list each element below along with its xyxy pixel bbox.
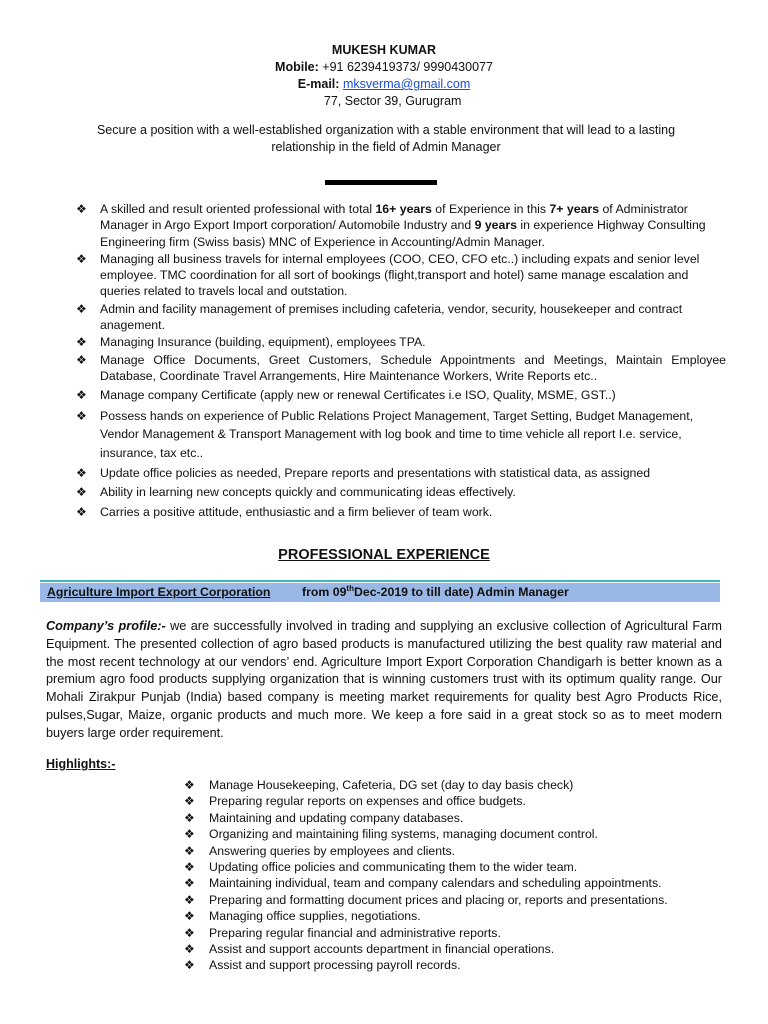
diamond-bullet-icon: ❖ xyxy=(184,909,195,924)
summary-text: in experience Highway Consulting Engineering firm (Swiss basis) MNC of Experience in Accounting/Admin Manager. xyxy=(100,218,706,249)
summary-text: of Administrator Manager in Argo Export Import corporation/ Automobile Industry and xyxy=(100,202,688,233)
diamond-bullet-icon: ❖ xyxy=(76,466,87,481)
summary-text: Admin and facility management of premises including cafeteria, vendor, security, housekeeper and contract anagement. xyxy=(100,301,683,333)
highlight-text: Manage Housekeeping, Cafeteria, DG set (day to day basis check) xyxy=(209,778,574,792)
company-profile-text: we are successfully involved in trading and supplying an exclusive collection of Agricultural Farm Equipment. The presented collection of agro based products is manufactured utilizing the best quality raw material and the most recent technology at our vendors’ end. Agriculture Import Export Corporation Chandigarh is better known as a premium agro food products supplying organization that is winning customers trust with its optimum quality range. Our Mohali Zirakpur Punjab (India) based company is meeting market requirements for quality best Agro Products Rice, pulses,Sugar, Maize, organic products and much more. We keep a fore said in a great stock so as to meet modern buyers large order requirement. xyxy=(46,619,722,740)
summary-item xyxy=(76,334,726,350)
summary-text: of Experience in this xyxy=(431,202,550,216)
summary-text: Manage Office Documents, Greet Customers, Schedule Appointments and Meetings, Maintain Employee Database, Coordinate Travel Arrangements, Hire Maintenance Workers, Write Reports etc.. xyxy=(100,352,726,383)
highlight-item xyxy=(184,957,724,973)
summary-item xyxy=(76,387,726,403)
summary-emphasis: 7+ years xyxy=(549,202,600,216)
highlight-text: Answering queries by employees and clients. xyxy=(209,843,456,858)
summary-item xyxy=(76,407,726,463)
diamond-bullet-icon: ❖ xyxy=(184,827,195,842)
summary-text: Manage company Certificate (apply new or renewal Certificates i.e ISO, Quality, MSME, GST..) xyxy=(100,388,616,403)
summary-text: Managing all business travels for internal employees (COO, CEO, CFO etc..) including expats and senior level employee. TMC coordination for all sort of bookings (flight,transport and hotel) same manage escalation and queries related to travels local and outstation. xyxy=(100,251,700,299)
summary-emphasis: 16+ years xyxy=(375,202,432,216)
summary-text: Managing Insurance (building, equipment), employees TPA. xyxy=(100,335,426,350)
diamond-bullet-icon: ❖ xyxy=(76,408,87,423)
diamond-bullet-icon: ❖ xyxy=(184,925,195,940)
diamond-bullet-icon: ❖ xyxy=(184,876,195,891)
company-name: Agriculture Import Export Corporation xyxy=(47,585,271,599)
diamond-bullet-icon: ❖ xyxy=(76,388,87,403)
diamond-bullet-icon: ❖ xyxy=(184,958,195,973)
diamond-bullet-icon: ❖ xyxy=(76,504,87,519)
diamond-bullet-icon: ❖ xyxy=(184,860,195,875)
highlight-text: Assist and support processing payroll records. xyxy=(209,958,461,973)
highlight-item xyxy=(184,875,724,891)
summary-item xyxy=(76,301,726,334)
section-divider xyxy=(325,180,437,185)
section-title xyxy=(0,547,768,563)
mobile-number: +91 6239419373/ 9990430077 xyxy=(318,60,493,74)
mobile-line xyxy=(0,59,768,76)
job-dates-role xyxy=(302,583,569,602)
summary-text: Possess hands on experience of Public Relations Project Management, Target Setting, Budget Management, Vendor Management & Transport Management with log book and time to time vehicle all report I.e. service, insurance, tax etc.. xyxy=(100,408,694,460)
highlight-item xyxy=(184,941,724,957)
dates-prefix: from 09 xyxy=(302,585,347,599)
address: 77, Sector 39, Gurugram xyxy=(323,94,462,108)
job-heading-band xyxy=(40,583,720,602)
diamond-bullet-icon: ❖ xyxy=(76,202,87,216)
company-profile-label: Company’s profile:- xyxy=(46,619,166,633)
highlight-text: Preparing regular reports on expenses and office budgets. xyxy=(209,794,526,809)
highlight-item xyxy=(184,859,724,875)
summary-text: A skilled and result oriented professional with total xyxy=(100,202,376,216)
summary-text: Carries a positive attitude, enthusiastic and a firm believer of team work. xyxy=(100,504,493,519)
diamond-bullet-icon: ❖ xyxy=(76,301,87,316)
summary-item xyxy=(76,201,726,250)
summary-item xyxy=(76,484,726,500)
diamond-bullet-icon: ❖ xyxy=(76,352,87,367)
summary-text: Update office policies as needed, Prepare reports and presentations with statistical data, as assigned xyxy=(100,466,651,481)
summary-emphasis: 9 years xyxy=(474,218,517,233)
highlights-heading: Highlights:- xyxy=(46,757,116,771)
summary-item xyxy=(76,504,726,520)
highlight-item xyxy=(184,892,724,908)
diamond-bullet-icon: ❖ xyxy=(76,251,87,266)
highlight-item xyxy=(184,843,724,859)
summary-item xyxy=(76,352,726,385)
highlight-text: Organizing and maintaining filing systems, managing document control. xyxy=(209,827,598,842)
highlight-item xyxy=(184,793,724,809)
summary-item xyxy=(76,251,726,300)
mobile-label: Mobile: xyxy=(275,60,319,74)
highlight-item xyxy=(184,908,724,924)
highlight-item xyxy=(184,826,724,842)
summary-text: Ability in learning new concepts quickly and communicating ideas effectively. xyxy=(100,485,516,500)
contact-header xyxy=(0,42,768,110)
band-accent-line xyxy=(40,580,720,582)
email-link[interactable]: mksverma@gmail.com xyxy=(342,77,471,91)
diamond-bullet-icon: ❖ xyxy=(76,335,87,350)
summary-item xyxy=(76,465,726,481)
diamond-bullet-icon: ❖ xyxy=(184,810,195,825)
highlight-text: Preparing and formatting document prices and placing or, reports and presentations. xyxy=(209,892,668,907)
diamond-bullet-icon: ❖ xyxy=(184,794,195,809)
highlights-list xyxy=(184,777,724,974)
highlight-item xyxy=(184,777,724,793)
company-profile xyxy=(46,618,722,743)
professional-experience-heading: PROFESSIONAL EXPERIENCE xyxy=(278,547,490,563)
diamond-bullet-icon: ❖ xyxy=(184,843,195,858)
email-line xyxy=(0,76,768,93)
highlight-text: Maintaining and updating company databases. xyxy=(209,810,464,825)
address-line xyxy=(0,93,768,110)
diamond-bullet-icon: ❖ xyxy=(76,485,87,500)
diamond-bullet-icon: ❖ xyxy=(184,892,195,907)
highlight-item xyxy=(184,925,724,941)
highlight-text: Managing office supplies, negotiations. xyxy=(209,909,421,924)
highlight-text: Updating office policies and communicating them to the wider team. xyxy=(209,860,578,875)
dates-suffix: Dec-2019 to till date) Admin Manager xyxy=(353,585,569,599)
diamond-bullet-icon: ❖ xyxy=(184,778,195,792)
profile-summary-list xyxy=(76,201,726,520)
diamond-bullet-icon: ❖ xyxy=(184,942,195,957)
dates-ordinal: th xyxy=(346,583,354,593)
candidate-name: MUKESH KUMAR xyxy=(331,43,437,57)
highlight-text: Assist and support accounts department in financial operations. xyxy=(209,942,555,957)
highlight-item xyxy=(184,810,724,826)
career-objective: Secure a position with a well-established organization with a stable environment that will lead to a lasting relationship in the field of Admin Manager xyxy=(96,123,676,154)
highlight-text: Preparing regular financial and administrative reports. xyxy=(209,925,501,940)
email-label: E-mail: xyxy=(297,77,340,91)
highlight-text: Maintaining individual, team and company calendars and scheduling appointments. xyxy=(209,876,662,891)
